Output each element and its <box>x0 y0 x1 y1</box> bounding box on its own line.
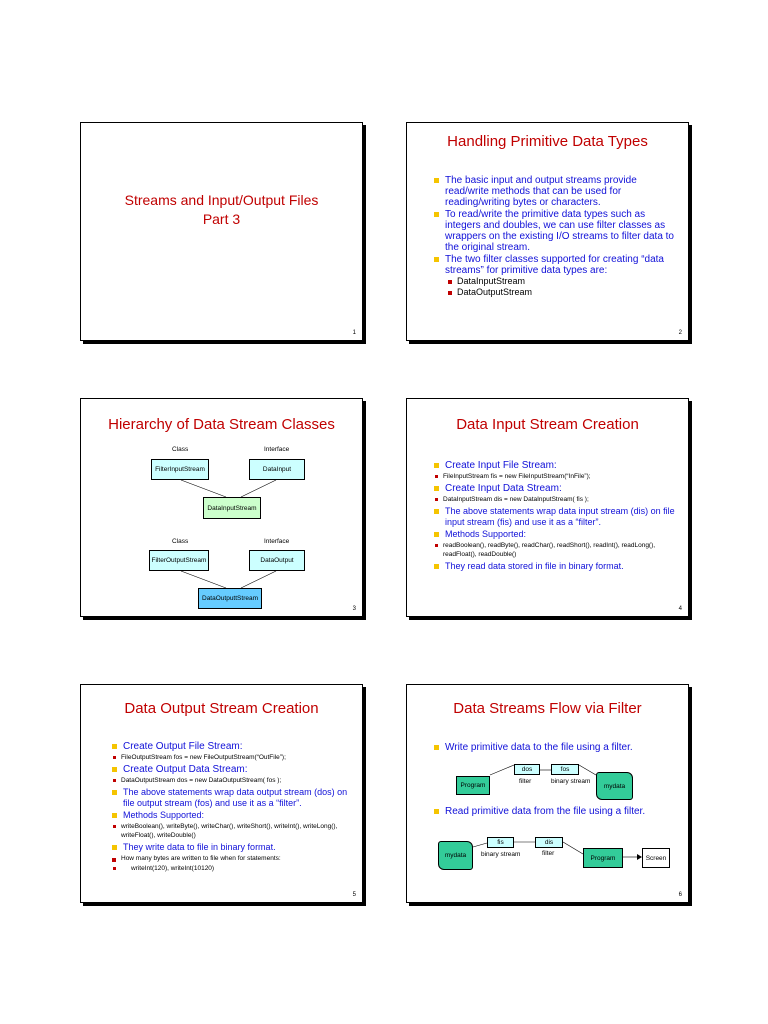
dis-box: dis <box>535 837 563 848</box>
sub-bullet: DataOutputStream dos = new DataOutputStream( fos ); <box>109 776 354 785</box>
slide-6 <box>406 684 689 903</box>
sub-bullet: FileInputStream fis = new FileInputStream(“InFile”); <box>431 472 680 481</box>
interface-label: Interface <box>264 538 290 545</box>
datainputstream-box: DataInputStream <box>203 497 261 519</box>
sub-bullet: How many bytes are written to file when for statements: <box>109 854 354 863</box>
sub-sub-bullet: writeInt(120), writeInt(10120) <box>109 864 354 873</box>
dataoutputstream-box: DataOutputtStream <box>198 588 262 609</box>
dataoutput-box: DataOutput <box>249 550 305 571</box>
sub-bullet: DataInputStream <box>445 276 678 287</box>
binary-stream-label: binary stream <box>551 778 591 785</box>
slide-5-bullets <box>109 741 354 875</box>
bullet: They write data to file in binary format. <box>109 842 354 853</box>
bullet: Read primitive data from the file using a filter. <box>431 806 680 817</box>
filterinputstream-box: FilterInputStream <box>151 459 209 480</box>
bullet: Methods Supported: <box>431 529 680 540</box>
sub-bullet: writeBoolean(), writeByte(), writeChar(), writeShort(), writeInt(), writeLong(), writeFloat(), writeDouble() <box>109 822 354 840</box>
class-label: Class <box>172 538 189 545</box>
bullet: The basic input and output streams provide read/write methods that can be used for reading/writing bytes or characters. <box>431 175 678 208</box>
screen-box: Screen <box>642 848 670 868</box>
bullet: Create Output File Stream: <box>109 741 354 752</box>
class-label: Class <box>172 446 189 453</box>
slide-5-title: Data Output Stream Creation <box>124 700 319 717</box>
flow-lines <box>407 685 690 904</box>
filter-label: filter <box>542 850 555 857</box>
slide-number: 1 <box>352 330 356 336</box>
fos-box: fos <box>551 764 579 775</box>
bullet: To read/write the primitive data types such as integers and doubles, we can use filter classes as wrappers on the existing I/O streams to filter data to the original stream. <box>431 209 678 253</box>
datainput-box: DataInput <box>249 459 305 480</box>
bullet: Create Input File Stream: <box>431 460 680 471</box>
slide-1-title: Streams and Input/Output Files Part 3 <box>124 192 319 227</box>
filter-label: filter <box>519 778 532 785</box>
bullet: The above statements wrap data output stream (dos) on file output stream (fos) and use it as a “filter”. <box>109 787 354 809</box>
filteroutputstream-box: FilterOutputStream <box>149 550 209 571</box>
mydata-file-write: mydata <box>596 772 633 800</box>
slide-number: 2 <box>678 330 682 336</box>
slide-4-bullets <box>431 460 680 573</box>
dos-box: dos <box>514 764 540 775</box>
interface-label: Interface <box>264 446 290 453</box>
slide-1 <box>80 122 363 341</box>
program-box-write: Program <box>456 776 490 795</box>
bullet: Create Input Data Stream: <box>431 483 680 494</box>
slide-2 <box>406 122 689 341</box>
sub-bullet: FileOutputStream fos = new FileOutputStream(“OutFile”); <box>109 753 354 762</box>
slide-3 <box>80 398 363 617</box>
bullet: The two filter classes supported for creating “data streams” for primitive data types are: DataInputStream DataOutputStream <box>431 254 678 298</box>
slide-2-bullets <box>431 175 678 299</box>
bullet: The above statements wrap data input stream (dis) on file input stream (fis) and use it as a “filter”. <box>431 506 680 528</box>
fis-box: fis <box>487 837 514 848</box>
sub-bullet: DataInputStream dis = new DataInputStream( fis ); <box>431 495 680 504</box>
bullet: Write primitive data to the file using a filter. <box>431 742 680 753</box>
slide-number: 4 <box>678 606 682 612</box>
bullet: They read data stored in file in binary format. <box>431 561 680 572</box>
sub-bullet: readBoolean(), readByte(), readChar(), readShort(), readInt(), readLong(), readFloat(), readDouble() <box>431 541 680 559</box>
program-box-read: Program <box>583 848 623 868</box>
bullet: Create Output Data Stream: <box>109 764 354 775</box>
slide-4-title: Data Input Stream Creation <box>456 416 639 433</box>
binary-stream-label: binary stream <box>481 851 521 858</box>
mydata-file-read: mydata <box>438 841 473 870</box>
bullet: Methods Supported: <box>109 810 354 821</box>
slide-number: 3 <box>352 606 356 612</box>
slide-number: 5 <box>352 892 356 898</box>
slide-5 <box>80 684 363 903</box>
slide-2-title: Handling Primitive Data Types <box>447 133 648 150</box>
slide-3-title: Hierarchy of Data Stream Classes <box>108 416 335 433</box>
slide-6-title: Data Streams Flow via Filter <box>453 700 642 717</box>
sub-bullet: DataOutputStream <box>445 287 678 298</box>
slide-number: 6 <box>678 892 682 898</box>
slide-4 <box>406 398 689 617</box>
